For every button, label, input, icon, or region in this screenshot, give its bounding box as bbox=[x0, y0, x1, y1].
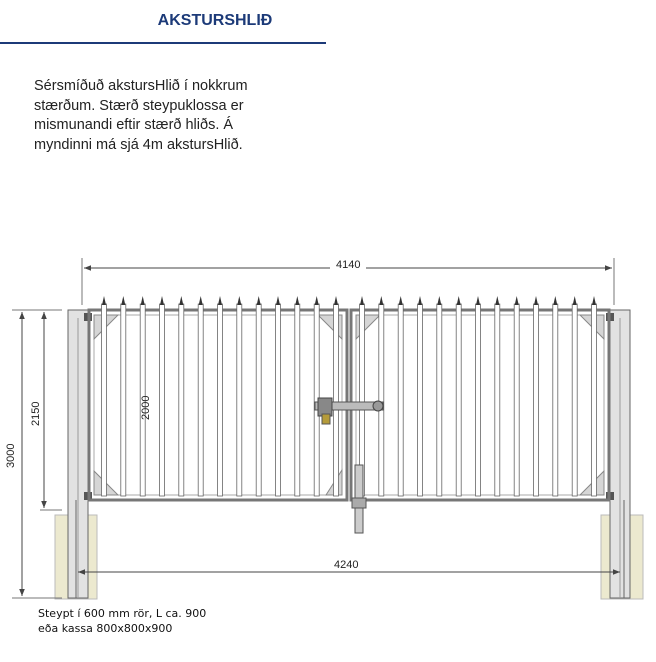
description-line: Sérsmíðuð akstursHlið í nokkrum bbox=[34, 78, 248, 94]
picket bbox=[398, 304, 403, 496]
picket-tip bbox=[437, 296, 441, 305]
picket bbox=[514, 304, 519, 496]
picket-tip bbox=[360, 296, 364, 305]
picket bbox=[456, 304, 461, 496]
picket bbox=[102, 304, 107, 496]
picket bbox=[418, 304, 423, 496]
picket-tip bbox=[141, 296, 145, 305]
picket-tip bbox=[515, 296, 519, 305]
picket-tip bbox=[334, 296, 338, 305]
picket-tip bbox=[160, 296, 164, 305]
picket-tip bbox=[399, 296, 403, 305]
dimension-post-height: 2150 bbox=[30, 401, 42, 426]
dimension-gate-width: 4140 bbox=[336, 259, 361, 271]
dimension-overall-height: 3000 bbox=[5, 443, 17, 468]
picket-tip bbox=[257, 296, 261, 305]
picket-tip bbox=[121, 296, 125, 305]
picket bbox=[276, 304, 281, 496]
picket bbox=[160, 304, 165, 496]
picket-tip bbox=[315, 296, 319, 305]
padlock bbox=[322, 414, 330, 424]
footnote-line: Steypt í 600 mm rör, L ca. 900 bbox=[38, 607, 207, 620]
picket-tip bbox=[418, 296, 422, 305]
picket-tip bbox=[218, 296, 222, 305]
picket bbox=[198, 304, 203, 496]
dimension-post-spacing: 4240 bbox=[334, 559, 359, 571]
picket-tip bbox=[592, 296, 596, 305]
picket-tip bbox=[199, 296, 203, 305]
picket-tip bbox=[237, 296, 241, 305]
picket bbox=[476, 304, 481, 496]
picket bbox=[121, 304, 126, 496]
picket-tip bbox=[534, 296, 538, 305]
dimension-gate-height: 2000 bbox=[140, 395, 152, 420]
picket bbox=[256, 304, 261, 496]
picket bbox=[534, 304, 539, 496]
picket bbox=[495, 304, 500, 496]
picket bbox=[572, 304, 577, 496]
picket-tip bbox=[276, 296, 280, 305]
picket-tip bbox=[476, 296, 480, 305]
picket bbox=[295, 304, 300, 496]
picket-tip bbox=[102, 296, 106, 305]
picket-tip bbox=[495, 296, 499, 305]
picket-tip bbox=[573, 296, 577, 305]
description-line: myndinni má sjá 4m akstursHlið. bbox=[34, 136, 243, 153]
footnote-line: eða kassa 800x800x900 bbox=[38, 622, 173, 635]
picket bbox=[179, 304, 184, 496]
picket-tip bbox=[179, 296, 183, 305]
picket bbox=[379, 304, 384, 496]
lock-body bbox=[318, 398, 332, 416]
picket-tip bbox=[553, 296, 557, 305]
picket-tip bbox=[295, 296, 299, 305]
picket bbox=[218, 304, 223, 496]
picket bbox=[592, 304, 597, 496]
description-line: stærðum. Stærð steypuklossa er bbox=[34, 97, 244, 114]
picket-tip bbox=[379, 296, 383, 305]
picket bbox=[237, 304, 242, 496]
picket bbox=[334, 304, 339, 496]
page-title: AKSTURSHLIÐ bbox=[157, 12, 273, 29]
description-line: mismunandi eftir stærð hliðs. Á bbox=[34, 117, 234, 133]
picket-group bbox=[102, 296, 597, 496]
footnote bbox=[38, 606, 206, 636]
picket bbox=[437, 304, 442, 496]
picket bbox=[553, 304, 558, 496]
picket-tip bbox=[457, 296, 461, 305]
